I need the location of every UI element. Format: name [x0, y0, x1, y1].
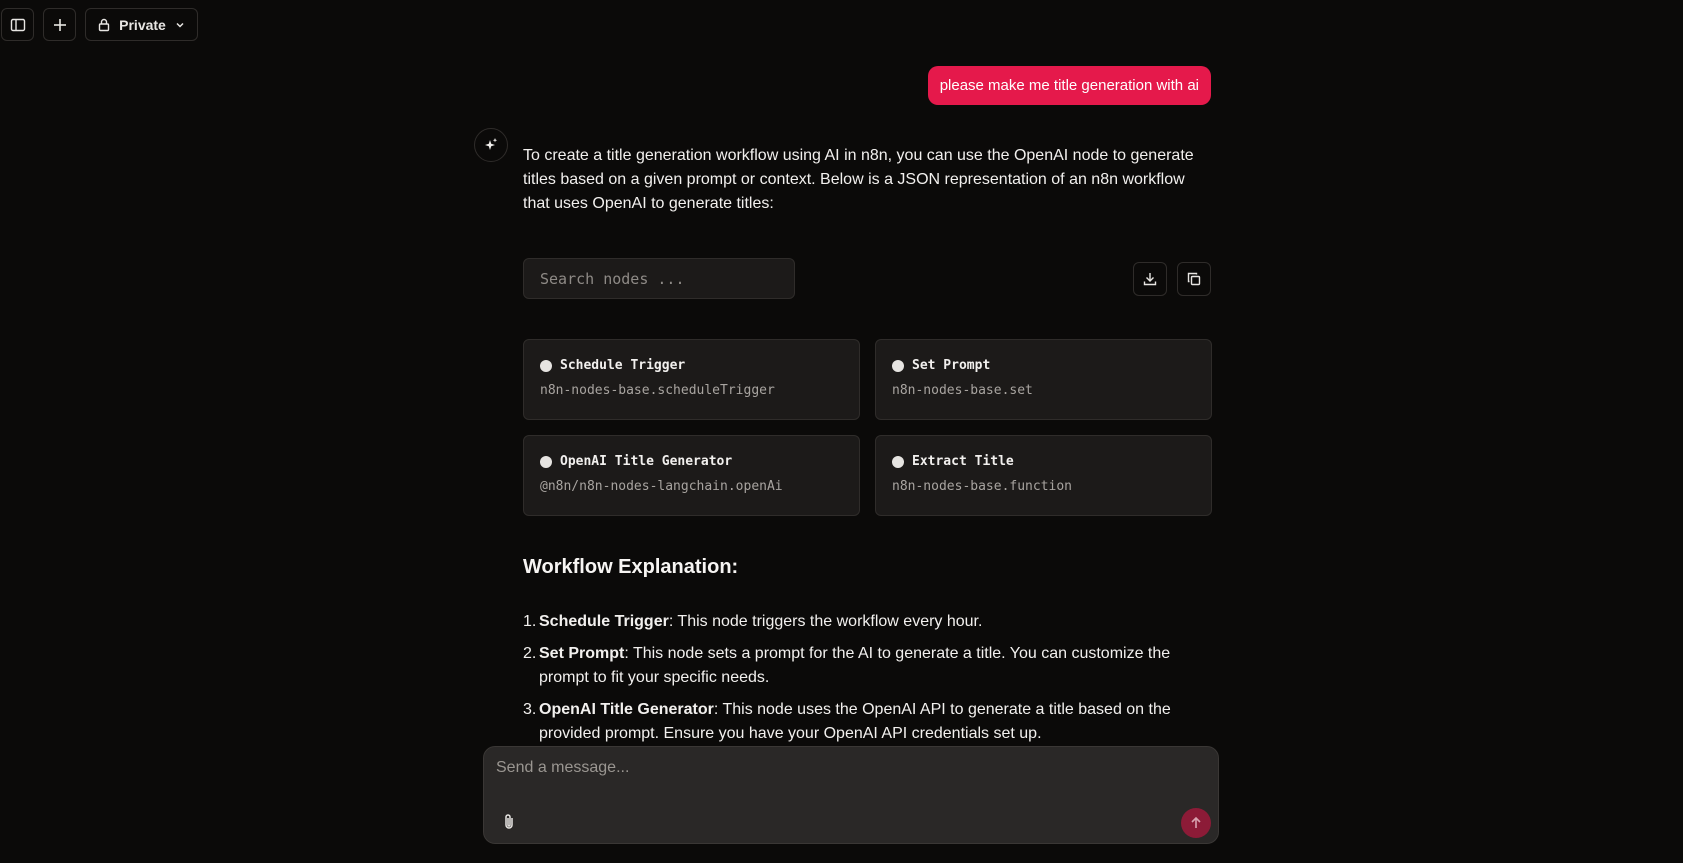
node-status-dot — [892, 360, 904, 372]
copy-icon — [1186, 271, 1202, 287]
search-nodes-input[interactable] — [540, 270, 778, 288]
download-icon — [1142, 271, 1158, 287]
send-button[interactable] — [1181, 808, 1211, 838]
user-message — [928, 66, 1211, 105]
explanation-heading: Workflow Explanation: — [523, 556, 739, 578]
workflow-node-card[interactable] — [523, 435, 860, 516]
assistant-message-text: To create a title generation workflow using AI in n8n, you can use the OpenAI node to generate titles based on a given prompt or context. Below is a JSON representation of an n8n workflow that uses OpenAI to generate titles: — [523, 147, 1194, 212]
node-type: n8n-nodes-base.set — [892, 383, 1033, 398]
list-term: Set Prompt — [539, 645, 625, 662]
node-type: @n8n/n8n-nodes-langchain.openAi — [540, 479, 783, 494]
user-message-text: please make me title generation with ai — [939, 77, 1199, 94]
assistant-avatar — [474, 128, 508, 162]
list-item — [523, 698, 1213, 746]
message-input[interactable] — [496, 759, 1196, 799]
node-type: n8n-nodes-base.scheduleTrigger — [540, 383, 775, 398]
copy-button[interactable] — [1177, 262, 1211, 296]
node-type: n8n-nodes-base.function — [892, 479, 1073, 494]
list-text: : This node triggers the workflow every hour. — [668, 613, 983, 630]
node-search-box[interactable] — [523, 258, 795, 299]
new-chat-button[interactable] — [43, 8, 76, 41]
plus-icon — [52, 17, 68, 33]
list-text: : This node uses the OpenAI API to generate a title based on the provided prompt. Ensure you have your OpenAI API credentials set up. — [539, 701, 1171, 742]
paperclip-icon — [501, 813, 517, 831]
workflow-node-card[interactable] — [523, 339, 860, 420]
workflow-node-card[interactable] — [875, 435, 1212, 516]
list-item — [523, 642, 1213, 690]
sidebar-toggle-button[interactable] — [1, 8, 34, 41]
node-name: Extract Title — [912, 454, 1014, 469]
list-number: 2. — [523, 645, 537, 662]
attach-button[interactable] — [496, 809, 522, 835]
lock-icon — [97, 18, 111, 32]
list-number: 3. — [523, 701, 537, 718]
visibility-selector[interactable] — [85, 8, 198, 41]
top-bar — [0, 0, 1683, 48]
message-composer — [483, 746, 1219, 844]
sparkles-icon — [483, 137, 499, 153]
chevron-down-icon — [174, 19, 186, 31]
visibility-label: Private — [119, 16, 166, 33]
node-status-dot — [540, 360, 552, 372]
list-item — [523, 610, 1213, 634]
workflow-node-card[interactable] — [875, 339, 1212, 420]
node-name: Schedule Trigger — [560, 358, 686, 373]
node-status-dot — [892, 456, 904, 468]
node-name: OpenAI Title Generator — [560, 454, 733, 469]
explanation-list — [523, 610, 1213, 754]
list-number: 1. — [523, 613, 537, 630]
node-name: Set Prompt — [912, 358, 991, 373]
node-status-dot — [540, 456, 552, 468]
list-text: : This node sets a prompt for the AI to generate a title. You can customize the prompt to fit your specific needs. — [539, 645, 1171, 686]
sidebar-panel-icon — [10, 17, 26, 33]
list-term: Schedule Trigger — [539, 613, 669, 630]
download-button[interactable] — [1133, 262, 1167, 296]
list-term: OpenAI Title Generator — [539, 701, 714, 718]
arrow-up-icon — [1189, 816, 1203, 830]
